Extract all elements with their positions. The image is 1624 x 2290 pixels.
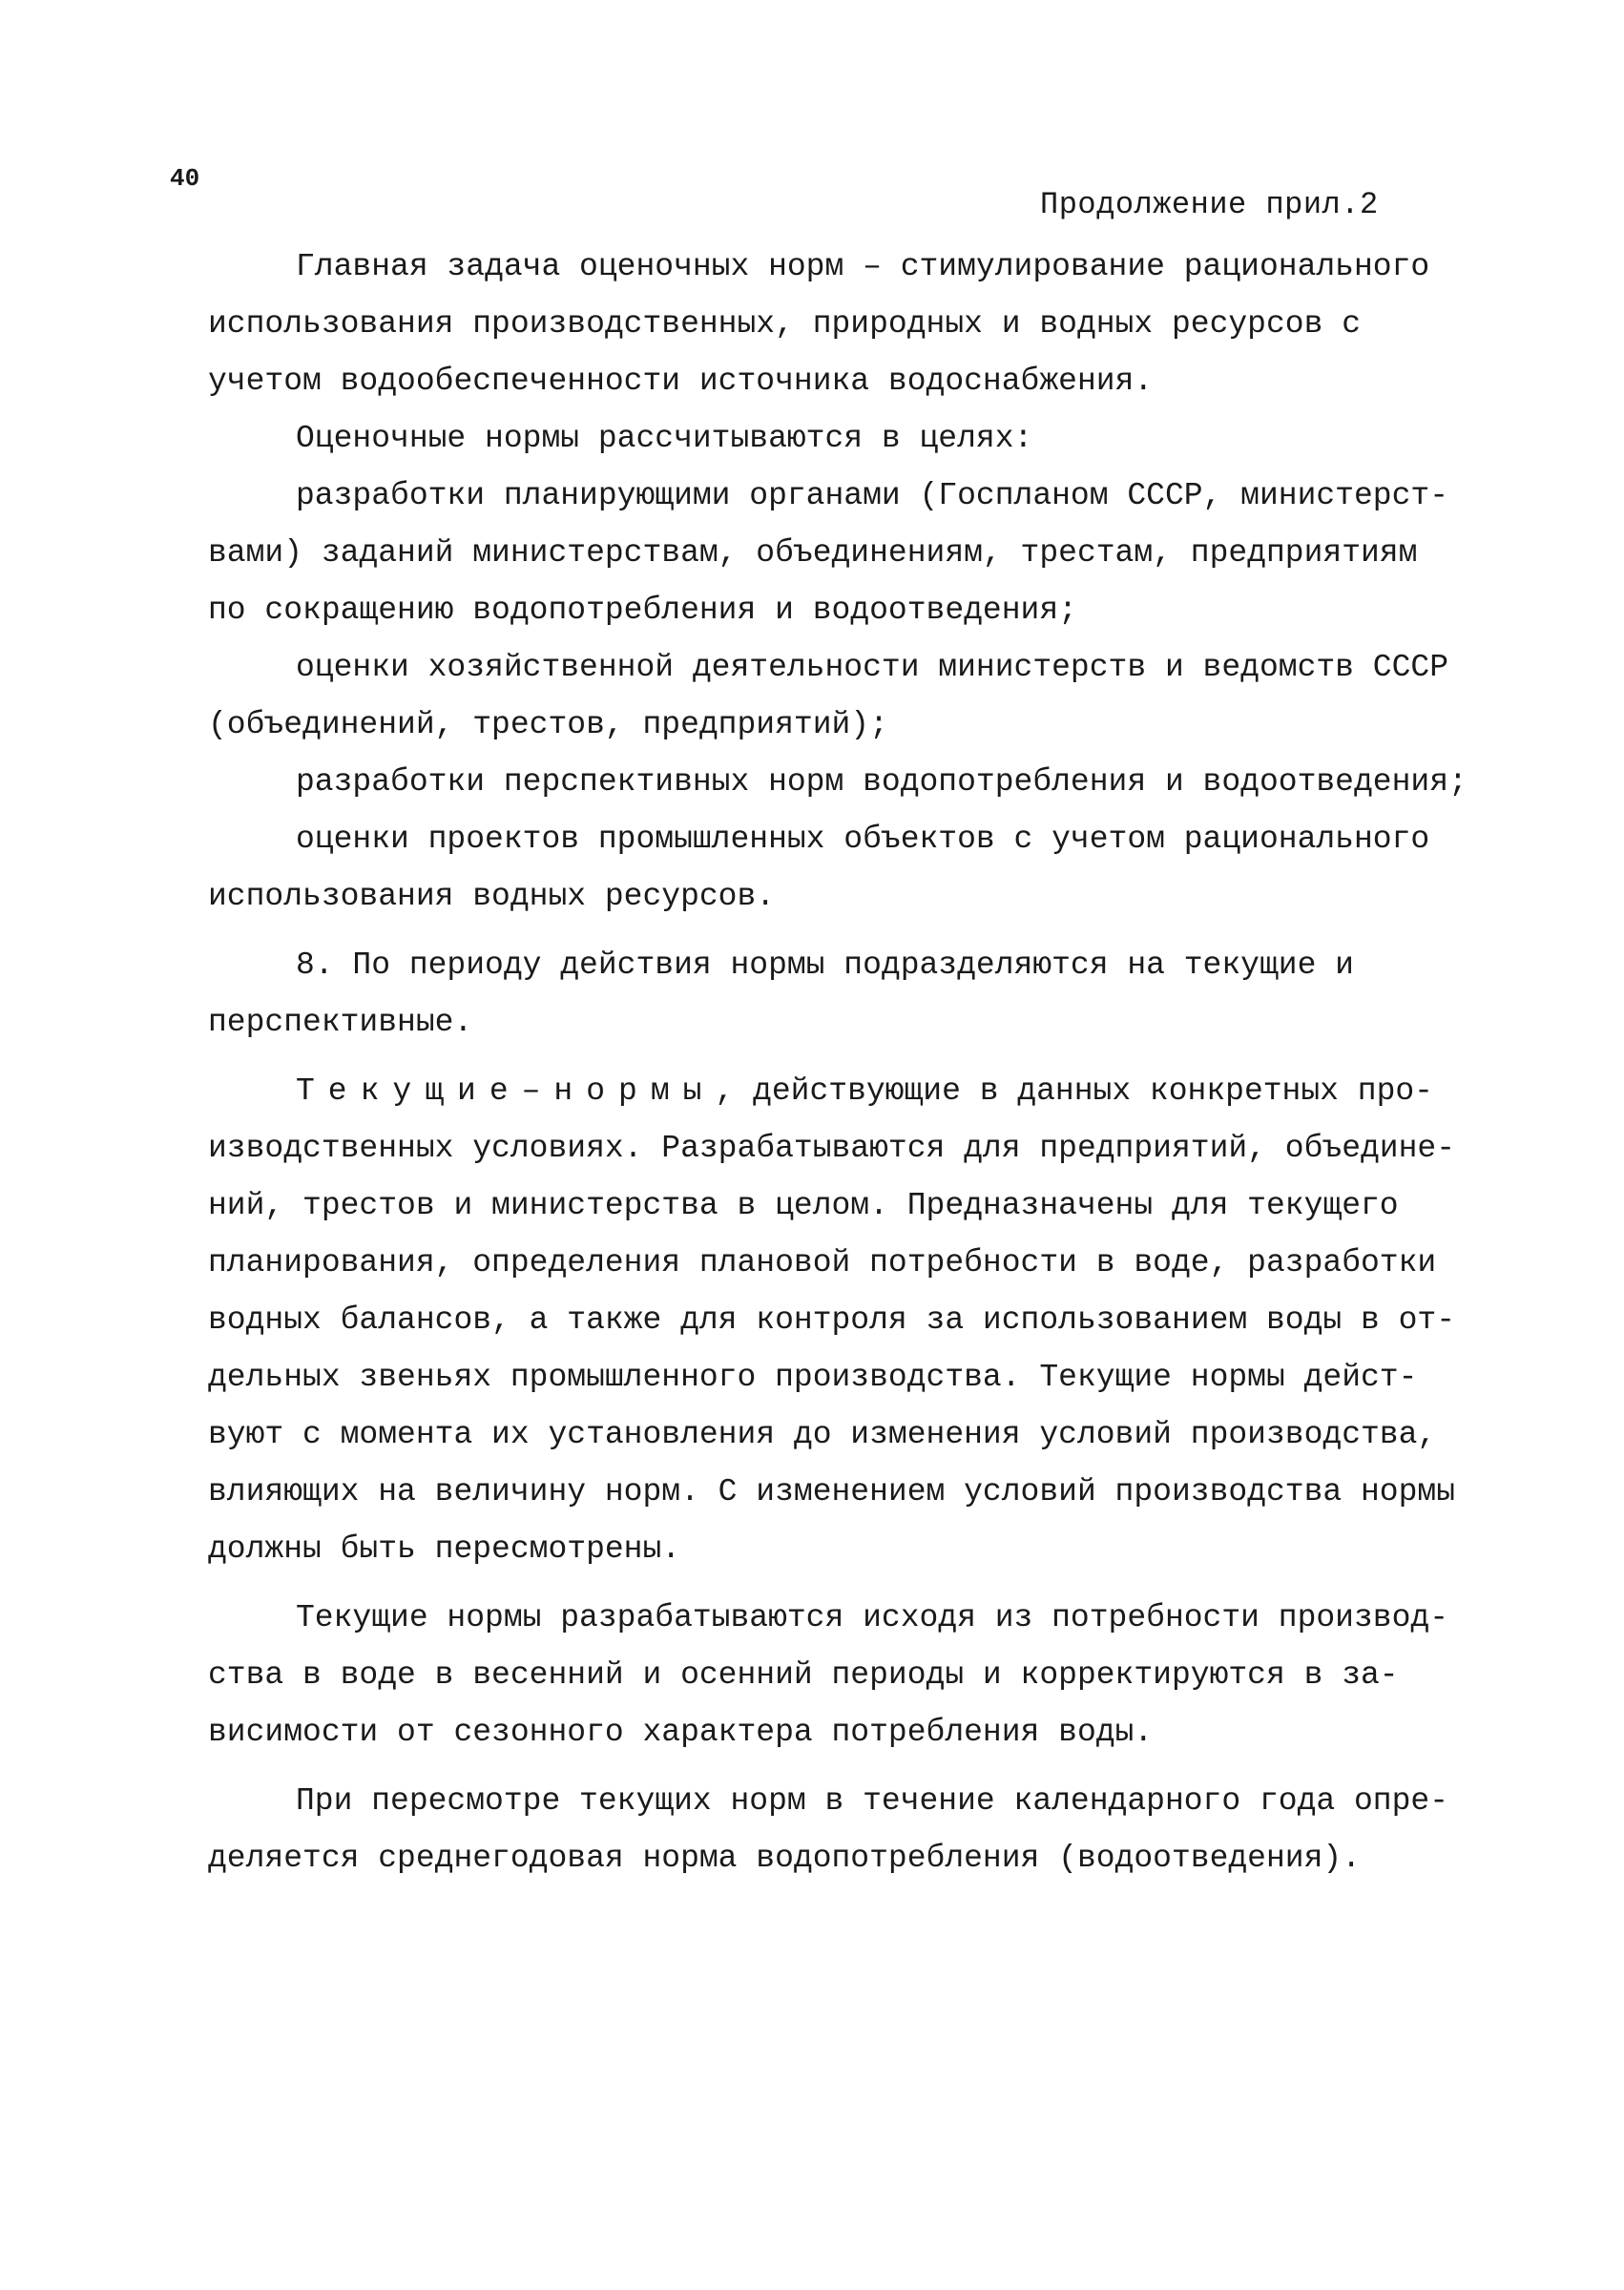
text-line: (объединений, трестов, предприятий);	[208, 707, 888, 742]
text-line: водных балансов, а также для контроля за использованием воды в от-	[208, 1302, 1456, 1338]
text-line: дельных звеньях промышленного производства. Текущие нормы дейст-	[208, 1360, 1418, 1395]
text-line: Оценочные нормы рассчитываются в целях:	[296, 421, 1033, 456]
text-line: разработки планирующими органами (Госпланом СССР, министерст-	[296, 478, 1448, 513]
text-line: ний, трестов и министерства в целом. Предназначены для текущего	[208, 1188, 1399, 1223]
text-line-continuation: , действующие в данных конкретных про-	[715, 1073, 1433, 1109]
page-number: 40	[170, 164, 200, 193]
text-line: Текущие нормы разрабатываются исходя из потребности производ-	[296, 1600, 1448, 1635]
text-line: по сокращению водопотребления и водоотведения;	[208, 593, 1077, 628]
text-line: Главная задача оценочных норм – стимулирование рационального	[296, 249, 1430, 284]
text-line: оценки проектов промышленных объектов с учетом рационального	[296, 822, 1430, 857]
text-line: вами) заданий министерствам, объединениям, трестам, предприятиям	[208, 535, 1418, 571]
text-line: оценки хозяйственной деятельности министерств и ведомств СССР	[296, 650, 1448, 685]
text-line: использования водных ресурсов.	[208, 879, 776, 914]
text-line: учетом водообеспеченности источника водоснабжения.	[208, 364, 1154, 399]
text-line: разработки перспективных норм водопотребления и водоотведения;	[296, 764, 1468, 800]
text-line: ства в воде в весенний и осенний периоды и корректируются в за-	[208, 1657, 1399, 1693]
emphasized-term: Текущие–нормы	[296, 1073, 716, 1109]
text-line: вуют с момента их установления до изменения условий производства,	[208, 1417, 1437, 1452]
text-line: висимости от сезонного характера потребления воды.	[208, 1715, 1154, 1750]
text-line: перспективные.	[208, 1005, 473, 1040]
text-line: деляется среднегодовая норма водопотребления (водоотведения).	[208, 1841, 1361, 1876]
text-line: планирования, определения плановой потребности в воде, разработки	[208, 1245, 1437, 1280]
text-line: влияющих на величину норм. С изменением условий производства нормы	[208, 1474, 1456, 1509]
text-line	[208, 1063, 1433, 1120]
continuation-header: Продолжение прил.2	[1040, 187, 1379, 222]
text-line: должны быть пересмотрены.	[208, 1531, 681, 1567]
text-line: изводственных условиях. Разрабатываются для предприятий, объедине-	[208, 1131, 1456, 1166]
document-body	[208, 239, 1468, 1887]
text-line: 8. По периоду действия нормы подразделяются на текущие и	[296, 947, 1354, 983]
text-line: использования производственных, природных и водных ресурсов с	[208, 306, 1361, 342]
text-line: При пересмотре текущих норм в течение календарного года опре-	[296, 1783, 1448, 1819]
